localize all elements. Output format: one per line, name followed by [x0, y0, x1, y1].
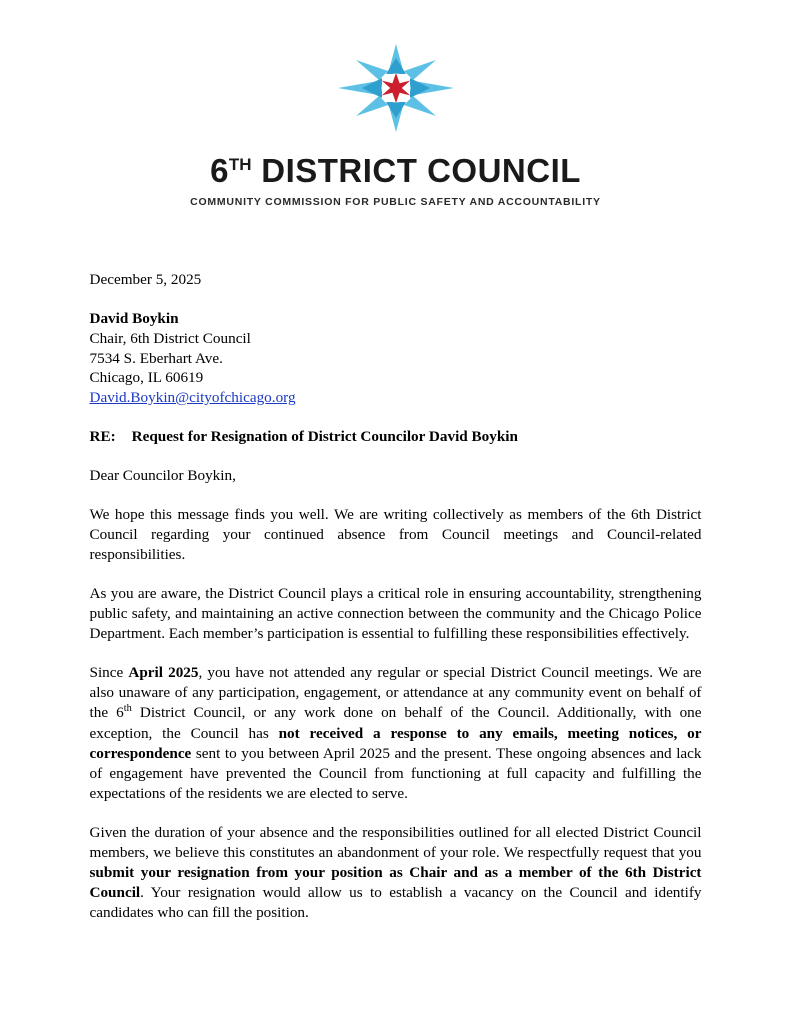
- p3-part-2: , you have not attended any regular or special District Council meetings. We are also unaware of any participation, engagement, or attendance at any community event on behalf of the 6: [89, 664, 702, 722]
- logo-wrap: [0, 42, 791, 134]
- recipient-email-link[interactable]: David.Boykin@cityofchicago.org: [89, 389, 296, 407]
- p4-part-1: Given the duration of your absence and the responsibilities outlined for all elected District Council members, we believe this constitutes an abandonment of your role. We respectfully request that you: [89, 823, 702, 861]
- org-title: [0, 154, 791, 187]
- p4-bold-1: submit your resignation from your position as Chair and as a member of the 6th District Council: [89, 863, 702, 901]
- org-title-number: 6: [210, 152, 229, 189]
- re-label: RE:: [89, 427, 116, 445]
- recipient-title: Chair, 6th District Council: [89, 329, 251, 347]
- subject-line: [90, 427, 702, 447]
- paragraph-2: As you are aware, the District Council plays a critical role in ensuring accountability, strengthening public safety, and maintaining an active connection between the community and the Chicago Police Department. Each member’s participation is essential to fulfilling these responsibilities effectively.: [89, 585, 702, 643]
- paragraph-1: We hope this message finds you well. We are writing collectively as members of the 6th District Council regarding your continued absence from Council meetings and Council-related responsibilities.: [89, 505, 702, 564]
- org-title-ordinal: TH: [228, 155, 252, 174]
- p3-bold-1: April 2025: [128, 664, 199, 682]
- p3-sup-1: th: [123, 703, 132, 715]
- re-subject: Request for Resignation of District Councilor David Boykin: [131, 427, 518, 445]
- p3-bold-2: not received a response to any emails, meeting notices, or correspondence: [89, 724, 702, 762]
- letter-date: December 5, 2025: [89, 271, 202, 288]
- snowflake-star-icon: [334, 42, 458, 134]
- p3-part-1: Since: [89, 664, 129, 682]
- salutation: Dear Councilor Boykin,: [89, 466, 236, 484]
- letterhead: [0, 0, 791, 208]
- org-title-rest: DISTRICT COUNCIL: [261, 152, 581, 189]
- recipient-city-state-zip: Chicago, IL 60619: [89, 369, 204, 387]
- letter-body: [90, 208, 702, 923]
- p3-part-4: sent to you between April 2025 and the present. These ongoing absences and lack of engagement have prevented the Council from functioning at full capacity and fulfilling the expectations of the residents we are elected to serve.: [89, 744, 702, 802]
- recipient-name: David Boykin: [89, 310, 179, 328]
- recipient-street: 7534 S. Eberhart Ave.: [89, 349, 223, 367]
- p3-part-3: District Council, or any work done on behalf of the Council. Additionally, with one exception, the Council has: [89, 704, 702, 742]
- org-subtitle: COMMUNITY COMMISSION FOR PUBLIC SAFETY AND ACCOUNTABILITY: [190, 196, 601, 208]
- paragraph-4: [90, 823, 702, 923]
- paragraph-3: [90, 663, 702, 803]
- p4-part-2: . Your resignation would allow us to establish a vacancy on the Council and identify candidates who can fill the position.: [89, 883, 702, 921]
